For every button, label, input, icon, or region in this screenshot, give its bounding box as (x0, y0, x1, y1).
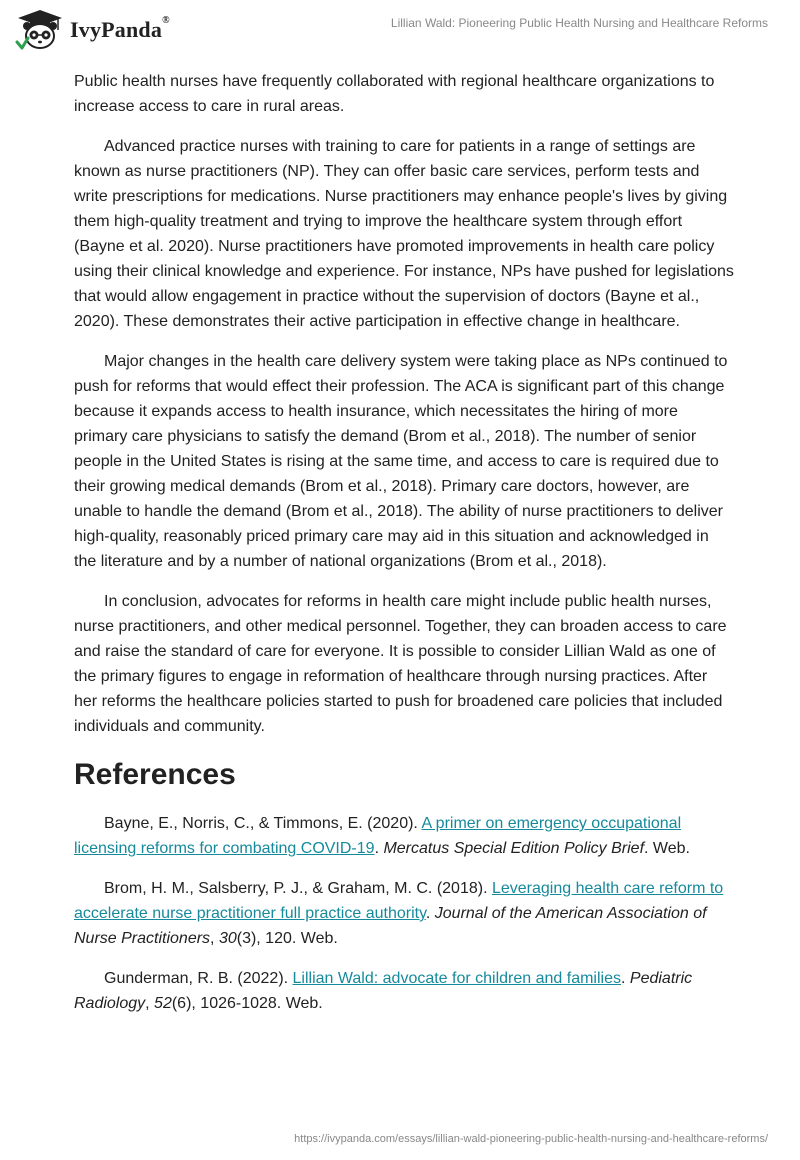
reference-sep: . (374, 840, 384, 857)
panda-graduate-icon (14, 8, 66, 52)
reference-authors: Brom, H. M., Salsberry, P. J., & Graham, M. C. (2018). (104, 880, 492, 897)
reference-item (74, 966, 734, 1016)
page-header (0, 0, 800, 60)
reference-tail: . Web. (644, 840, 690, 857)
reference-item (74, 811, 734, 861)
reference-authors: Bayne, E., Norris, C., & Timmons, E. (2020). (104, 815, 422, 832)
reference-tail: (6), 1026-1028. Web. (171, 995, 323, 1012)
ivypanda-logo[interactable] (14, 8, 170, 52)
paragraph: In conclusion, advocates for reforms in health care might include public health nurses, nurse practitioners, and other medical personnel. Together, they can broaden access to care and raise the standard of care for everyone. It is possible to consider Lillian Wald as one of the primary figures to engage in reformation of healthcare through nursing practices. After her reforms the healthcare policies started to push for broadened care policies that included individuals and community. (74, 593, 727, 735)
reference-link[interactable]: A primer on emergency occupational licensing reforms for combating COVID-19 (74, 815, 682, 857)
reference-authors: Gunderman, R. B. (2022). (104, 970, 293, 987)
reference-volume: 52 (154, 995, 172, 1012)
reference-volume: 30 (218, 930, 237, 947)
essay-title: Lillian Wald: Pioneering Public Health Nursing and Healthcare Reforms (390, 16, 768, 30)
source-url[interactable]: https://ivypanda.com/essays/lillian-wald-pioneering-public-health-nursing-and-healthcare-reforms/ (294, 1133, 768, 1145)
paragraph: Major changes in the health care delivery system were taking place as NPs continued to push for reforms that would effect their profession. The ACA is significant part of this change because it expands access to health insurance, which necessitates the hiring of more primary care physicians to satisfy the demand (Brom et al., 2018). The number of senior people in the United States is rising at the same time, and access to care is required due to their growing medical demands (Brom et al., 2018). Primary care doctors, however, are unable to handle the demand (Brom et al., 2018). The ability of nurse practitioners to deliver high-quality, reasonably priced primary care may aid in this situation and acknowledged in the literature and by a number of national organizations (Brom et al., 2018). (74, 353, 728, 570)
reference-item (74, 876, 734, 951)
references-heading: References (74, 758, 236, 791)
reference-sep: . (621, 970, 630, 987)
reference-journal: Pediatric Radiology (74, 970, 693, 1012)
reference-comma: , (145, 995, 155, 1012)
reference-tail: (3), 120. Web. (236, 930, 338, 947)
reference-link[interactable]: Lillian Wald: advocate for children and families (292, 970, 621, 987)
brand-name: IvyPanda® (70, 15, 170, 42)
reference-sep: . (425, 905, 435, 922)
reference-journal: Mercatus Special Edition Policy Brief (383, 840, 645, 857)
paragraph: Public health nurses have frequently collaborated with regional healthcare organizations to increase access to care in rural areas. (74, 73, 715, 115)
essay-body (74, 69, 734, 1031)
reference-journal: Journal of the American Association of Nurse Practitioners (74, 905, 707, 947)
reference-comma: , (210, 930, 219, 947)
paragraph: Advanced practice nurses with training to care for patients in a range of settings are known as nurse practitioners (NP). They can offer basic care services, perform tests and write prescriptions for medications. Nurse practitioners may enhance people's lives by giving them high-quality treatment and trying to improve the healthcare system through effort (Bayne et al. 2020). Nurse practitioners have promoted improvements in health care policy using their clinical knowledge and experience. For instance, NPs have pushed for legislations that would allow engagement in practice without the supervision of doctors (Bayne et al., 2020). These demonstrates their active participation in effective change in healthcare. (74, 138, 734, 330)
reference-link[interactable]: Leveraging health care reform to accelerate nurse practitioner full practice authority (74, 880, 724, 922)
